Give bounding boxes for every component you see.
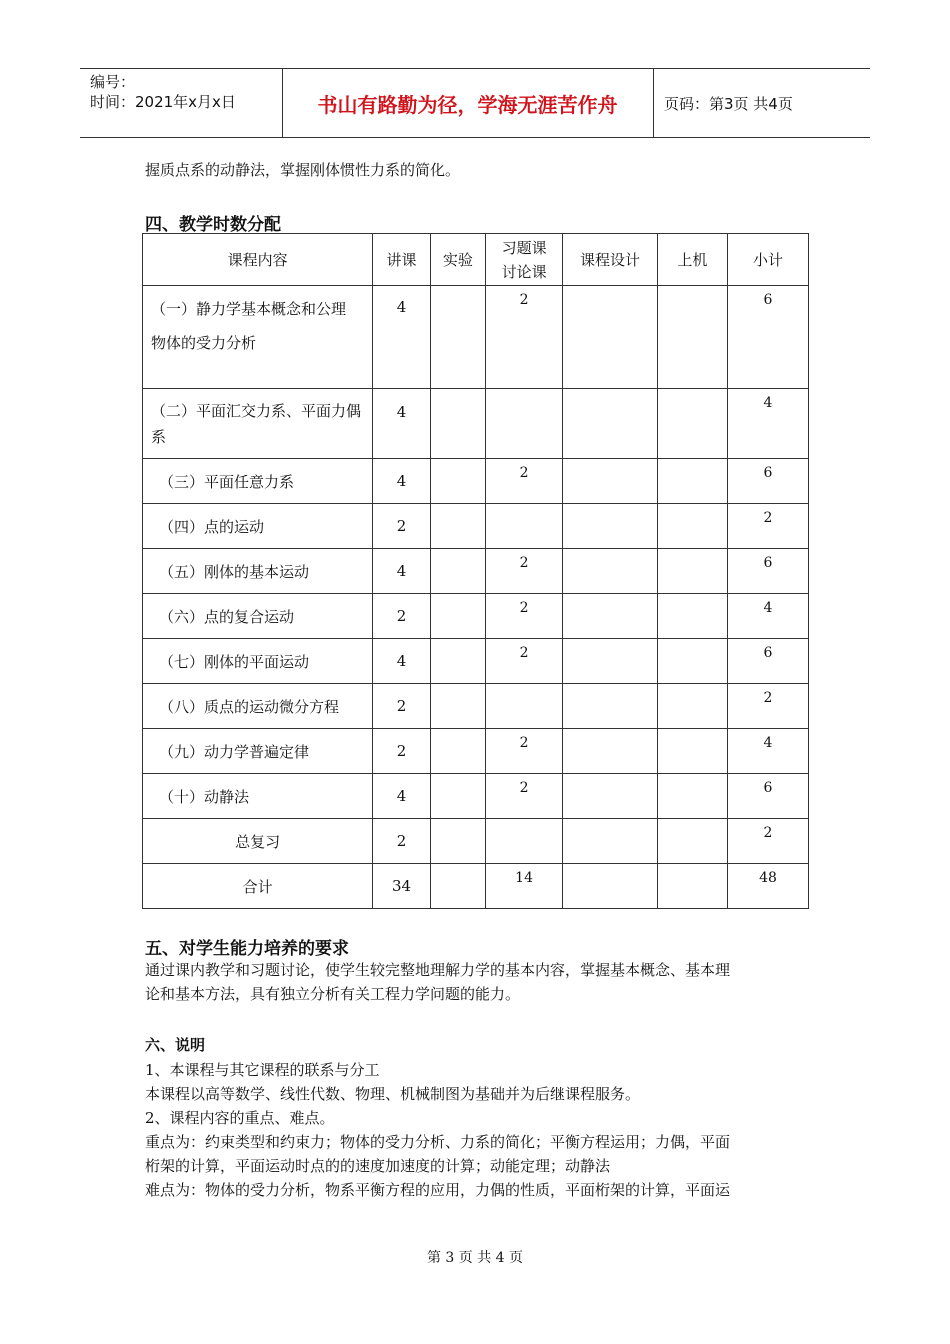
header-subtotal: 小计 xyxy=(727,234,808,286)
row-subtotal: 6 xyxy=(727,286,808,389)
row-content xyxy=(143,864,373,909)
row-content xyxy=(143,389,373,459)
row-lecture: 4 xyxy=(373,286,430,389)
row-exercise: 2 xyxy=(486,594,563,639)
table-row xyxy=(143,594,809,639)
row-exercise: 14 xyxy=(486,864,563,909)
row-content-l1: （一）静力学基本概念和公理 xyxy=(151,300,347,318)
section5-body xyxy=(145,958,730,1006)
header-exercise xyxy=(486,234,563,286)
row-subtotal: 6 xyxy=(727,639,808,684)
page-footer: 第 3 页 共 4 页 xyxy=(426,1250,524,1266)
row-computer xyxy=(657,729,727,774)
header-lecture: 讲课 xyxy=(373,234,430,286)
header-meta xyxy=(90,72,236,112)
row-content-l1: （九）动力学普遍定律 xyxy=(159,742,310,761)
row-computer xyxy=(657,864,727,909)
row-exercise: 2 xyxy=(486,729,563,774)
row-computer xyxy=(657,819,727,864)
row-subtotal: 4 xyxy=(727,729,808,774)
row-lab xyxy=(430,389,485,459)
section6-line: 桁架的计算，平面运动时点的的速度加速度的计算；动能定理；动静法 xyxy=(145,1157,611,1175)
row-exercise: 2 xyxy=(486,639,563,684)
row-content-l1: （二）平面汇交力系、平面力偶系 xyxy=(151,401,362,446)
row-subtotal: 2 xyxy=(727,819,808,864)
row-content-l1: （六）点的复合运动 xyxy=(159,607,295,626)
row-design xyxy=(563,389,658,459)
table-row-total xyxy=(143,864,809,909)
section6-line: 重点为：约束类型和约束力；物体的受力分析、力系的简化；平衡方程运用；力偶，平面 xyxy=(145,1133,731,1151)
row-computer xyxy=(657,549,727,594)
row-lab xyxy=(430,864,485,909)
row-subtotal: 2 xyxy=(727,684,808,729)
row-content-l1: （五）刚体的基本运动 xyxy=(159,562,310,581)
header-computer: 上机 xyxy=(657,234,727,286)
row-computer xyxy=(657,639,727,684)
row-subtotal: 48 xyxy=(727,864,808,909)
row-design xyxy=(563,504,658,549)
row-lecture: 4 xyxy=(373,389,430,459)
schedule-table xyxy=(142,233,809,909)
section5-line: 论和基本方法，具有独立分析有关工程力学问题的能力。 xyxy=(145,985,521,1003)
table-row xyxy=(143,819,809,864)
row-lecture: 4 xyxy=(373,549,430,594)
table-row xyxy=(143,389,809,459)
row-subtotal: 6 xyxy=(727,549,808,594)
row-lab xyxy=(430,819,485,864)
row-content xyxy=(143,459,373,504)
table-row xyxy=(143,504,809,549)
row-computer xyxy=(657,459,727,504)
row-lab xyxy=(430,774,485,819)
row-exercise xyxy=(486,684,563,729)
row-lecture: 4 xyxy=(373,639,430,684)
row-computer xyxy=(657,684,727,729)
section6-line: 2、课程内容的重点、难点。 xyxy=(145,1109,335,1127)
row-subtotal: 6 xyxy=(727,459,808,504)
header-lab: 实验 xyxy=(430,234,485,286)
row-design xyxy=(563,594,658,639)
row-content-l1: （四）点的运动 xyxy=(159,517,265,536)
section6-body xyxy=(145,1058,730,1202)
row-design xyxy=(563,459,658,504)
row-lecture: 34 xyxy=(373,864,430,909)
table-row xyxy=(143,729,809,774)
row-design xyxy=(563,729,658,774)
row-computer xyxy=(657,389,727,459)
row-exercise: 2 xyxy=(486,774,563,819)
row-lecture: 4 xyxy=(373,774,430,819)
row-computer xyxy=(657,286,727,389)
row-content xyxy=(143,504,373,549)
row-design xyxy=(563,639,658,684)
row-design xyxy=(563,819,658,864)
section5-title: 五、对学生能力培养的要求 xyxy=(145,939,349,959)
table-row xyxy=(143,684,809,729)
table-row xyxy=(143,459,809,504)
row-design xyxy=(563,549,658,594)
header-design: 课程设计 xyxy=(563,234,658,286)
row-content-l1: （十）动静法 xyxy=(159,787,250,806)
row-lecture: 2 xyxy=(373,684,430,729)
table-row xyxy=(143,286,809,389)
row-exercise: 2 xyxy=(486,549,563,594)
row-exercise xyxy=(486,504,563,549)
row-computer xyxy=(657,774,727,819)
row-lecture: 2 xyxy=(373,819,430,864)
motto: 书山有路勤为径，学海无涯苦作舟 xyxy=(317,93,618,117)
row-lab xyxy=(430,286,485,389)
row-content xyxy=(143,594,373,639)
row-lab xyxy=(430,504,485,549)
row-content xyxy=(143,684,373,729)
row-exercise xyxy=(486,389,563,459)
row-content-l1: 合计 xyxy=(242,877,273,896)
section6-line: 本课程以高等数学、线性代数、物理、机械制图为基础并为后继课程服务。 xyxy=(145,1085,641,1103)
section6-line: 难点为：物体的受力分析，物系平衡方程的应用，力偶的性质，平面桁架的计算，平面运 xyxy=(145,1181,731,1199)
row-content xyxy=(143,286,373,389)
table-row xyxy=(143,774,809,819)
row-lecture: 2 xyxy=(373,729,430,774)
row-design xyxy=(563,864,658,909)
table-header-row xyxy=(143,234,809,286)
row-content xyxy=(143,774,373,819)
number-label: 编号： xyxy=(90,73,136,91)
page-header xyxy=(80,68,870,138)
row-lecture: 2 xyxy=(373,594,430,639)
row-computer xyxy=(657,594,727,639)
section4-title: 四、教学时数分配 xyxy=(145,215,281,235)
row-content-l1: （七）刚体的平面运动 xyxy=(159,652,310,671)
row-content xyxy=(143,549,373,594)
row-content-l2: 物体的受力分析 xyxy=(151,334,257,352)
row-subtotal: 4 xyxy=(727,594,808,639)
row-exercise xyxy=(486,819,563,864)
row-lab xyxy=(430,459,485,504)
section6-line: 1、本课程与其它课程的联系与分工 xyxy=(145,1061,380,1079)
row-content-l1: 总复习 xyxy=(235,832,281,851)
row-lecture: 2 xyxy=(373,504,430,549)
row-lecture: 4 xyxy=(373,459,430,504)
header-content: 课程内容 xyxy=(143,234,373,286)
row-lab xyxy=(430,549,485,594)
header-divider xyxy=(653,69,654,137)
row-content-l1: （八）质点的运动微分方程 xyxy=(159,697,340,716)
table-row xyxy=(143,549,809,594)
row-content xyxy=(143,639,373,684)
section6-title: 六、说明 xyxy=(145,1036,206,1054)
row-lab xyxy=(430,729,485,774)
row-design xyxy=(563,286,658,389)
row-lab xyxy=(430,639,485,684)
row-exercise: 2 xyxy=(486,286,563,389)
row-lab xyxy=(430,594,485,639)
row-content-l1: （三）平面任意力系 xyxy=(159,472,295,491)
row-subtotal: 4 xyxy=(727,389,808,459)
header-exercise-l2: 讨论课 xyxy=(501,262,547,281)
row-content xyxy=(143,819,373,864)
row-design xyxy=(563,684,658,729)
header-exercise-l1: 习题课 xyxy=(501,238,547,257)
table-row xyxy=(143,639,809,684)
time-label: 时间：2021年x月x日 xyxy=(90,93,236,111)
row-subtotal: 6 xyxy=(727,774,808,819)
section5-line: 通过课内教学和习题讨论，使学生较完整地理解力学的基本内容，掌握基本概念、基本理 xyxy=(145,961,731,979)
row-content xyxy=(143,729,373,774)
row-design xyxy=(563,774,658,819)
row-lab xyxy=(430,684,485,729)
row-computer xyxy=(657,504,727,549)
page-code: 页码：第3页 共4页 xyxy=(664,95,793,113)
row-exercise: 2 xyxy=(486,459,563,504)
row-subtotal: 2 xyxy=(727,504,808,549)
intro-line: 握质点系的动静法，掌握刚体惯性力系的简化。 xyxy=(145,161,461,179)
